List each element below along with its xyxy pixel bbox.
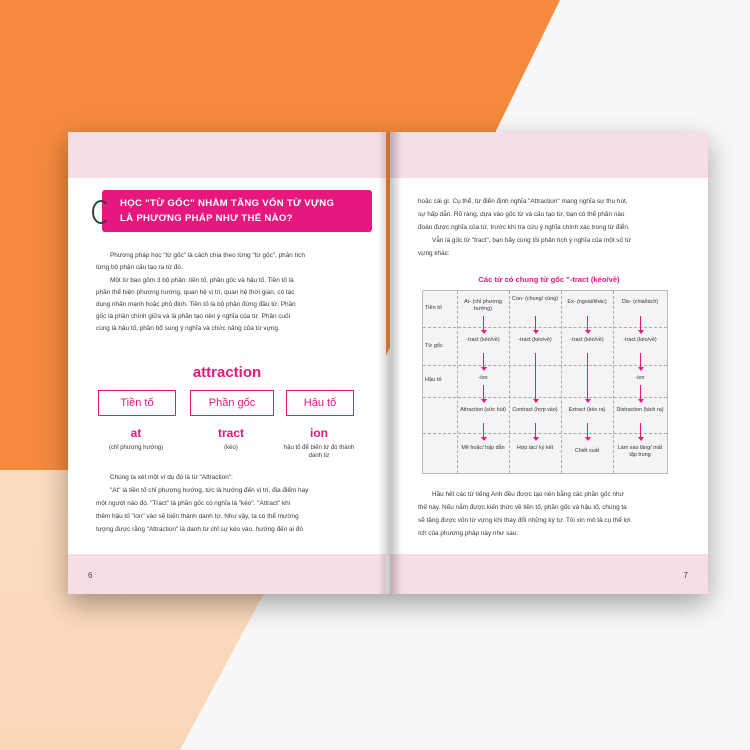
table-cell: Attraction (sức hút) (460, 407, 506, 413)
intro-line-6: gốc là phần chính giữa và là phần tạo nên ý nghĩa của từ. Phần cuối (96, 313, 291, 320)
table-divider (423, 327, 667, 328)
intro-line-4: phần thể hiện phương hướng, quan hệ vị trí, quan hệ thời gian, có tác (96, 289, 295, 296)
top-band (68, 132, 386, 178)
page-number-left: 6 (88, 571, 93, 580)
right-line-4: Vẫn là gốc từ "tract", bạn hãy cùng tôi phân tích ý nghĩa của một số từ (432, 237, 631, 244)
root-value: tract (217, 426, 244, 440)
down-arrow-icon (587, 316, 588, 330)
table-divider (423, 397, 667, 398)
down-arrow-icon (640, 316, 641, 330)
table-cell: Làm sao lãng/ mất tập trung (617, 445, 663, 458)
example-line-2: "At" là tiền tố chỉ phương hướng, tức là hướng đến vị trí, địa điểm hay (110, 487, 309, 494)
row-label-root: Từ gốc (425, 343, 443, 349)
right-line-5: vựng khác: (418, 250, 450, 257)
row-label-prefix: Tiền tố (425, 305, 442, 311)
table-divider (509, 291, 510, 473)
example-line-1: Chúng ta xét một ví dụ đó là từ "Attraction": (110, 474, 233, 481)
section-banner (102, 190, 372, 232)
suffix-box: Hậu tố (286, 390, 354, 416)
example-word: attraction (192, 364, 262, 381)
table-cell: Hợp tác/ ký kết (516, 445, 554, 451)
table-title: Các từ có chung từ gốc "-tract (kéo/về) (478, 275, 620, 284)
page-number-right: 7 (683, 571, 688, 580)
table-cell: -ion (478, 375, 488, 381)
right-page (390, 132, 708, 594)
suffix-value: ion (310, 426, 328, 440)
right-line-2: sự hấp dẫn. Rõ ràng, dựa vào gốc từ và cấu tạo từ, bạn có thể phần nào (418, 211, 625, 218)
example-line-4: thêm hậu tố "ion" vào sẽ biến thành danh từ. Như vậy, ta có thể mường (96, 513, 299, 520)
right-bottom-line-2: thế này. Nếu nắm được kiến thức về tiền tố, phần gốc và hậu tố, chúng ta (418, 504, 627, 511)
right-bottom-line-1: Hầu hết các từ tiếng Anh đều được tạo nên bằng các phần gốc như (432, 491, 624, 498)
down-arrow-icon (535, 353, 536, 399)
down-arrow-icon (483, 353, 484, 367)
example-line-3: một người nào đó. "Tract" là phần gốc có nghĩa là "kéo". "Attract" khi (96, 500, 291, 507)
prefix-box: Tiền tố (98, 390, 176, 416)
left-page (68, 132, 386, 594)
down-arrow-icon (640, 353, 641, 367)
tag-ring-icon (92, 200, 110, 224)
down-arrow-icon (483, 316, 484, 330)
table-divider (561, 291, 562, 473)
table-divider (613, 291, 614, 473)
table-cell: -tract (kéo/về) (466, 337, 500, 343)
down-arrow-icon (535, 316, 536, 330)
intro-line-3: Một từ bao gồm 3 bộ phận: tiền tố, phần gốc và hậu tố. Tiền tố là (110, 277, 294, 284)
table-cell: Contract (hợp vào) (512, 407, 558, 413)
down-arrow-icon (483, 385, 484, 399)
table-cell: Con- (chung/ cùng) (511, 296, 559, 302)
intro-line-7: cùng là hậu tố, phần bổ sung ý nghĩa và chức năng của từ vựng. (96, 325, 280, 332)
root-note: (kéo) (224, 445, 238, 451)
table-cell: -tract (kéo/về) (570, 337, 604, 343)
root-box: Phần gốc (190, 390, 274, 416)
table-cell: -tract (kéo/về) (518, 337, 552, 343)
bottom-band-right (390, 554, 708, 594)
table-cell: -ion (635, 375, 645, 381)
right-line-3: đoán được nghĩa của từ, trước khi tra cứu ý nghĩa chính xác trong từ điển. (418, 224, 630, 231)
prefix-note: (chỉ phương hướng) (108, 445, 164, 451)
down-arrow-icon (483, 423, 484, 437)
row-label-suffix: Hậu tố (425, 377, 442, 383)
table-cell: Mê hoặc/ hấp dẫn (461, 445, 505, 451)
down-arrow-icon (587, 353, 588, 399)
down-arrow-icon (640, 385, 641, 399)
table-cell: At- (chỉ phương hướng) (464, 299, 502, 312)
table-cell: Distraction (tách ra) (616, 407, 664, 413)
open-book (68, 132, 708, 594)
banner-title: HỌC "TỪ GỐC" NHẰM TĂNG VỐN TỪ VỰNG LÀ PHƯƠNG PHÁP NHƯ THẾ NÀO? (120, 198, 335, 224)
root-word-table (422, 290, 668, 474)
table-cell: Dis- (chia/tách) (621, 299, 659, 305)
table-cell: Chiết xuất (574, 448, 600, 454)
book-gutter (378, 132, 402, 594)
intro-line-1: Phương pháp học "từ gốc" là cách chia theo từng "từ gốc", phân tích (110, 252, 305, 259)
table-divider (423, 365, 667, 366)
table-divider (457, 291, 458, 473)
example-line-5: tượng được rằng "Attraction" là danh từ chỉ sự kéo vào, hướng đến ai đó (96, 526, 303, 533)
intro-line-2: từng bộ phận cấu tạo ra từ đó. (96, 264, 183, 271)
down-arrow-icon (587, 423, 588, 437)
right-bottom-line-4: ích của phương pháp này như sau: (418, 530, 519, 537)
suffix-note: hậu tố để biến từ đó thành danh từ (283, 445, 355, 459)
down-arrow-icon (640, 423, 641, 437)
table-cell: -tract (kéo/về) (623, 337, 657, 343)
right-bottom-line-3: sẽ tăng được vốn từ vựng khi thay đổi những ký tự. Tôi xin mô tả cụ thể lợi (418, 517, 631, 524)
table-cell: Extract (kéo ra) (568, 407, 606, 413)
table-divider (423, 433, 667, 434)
prefix-value: at (130, 426, 142, 440)
bottom-band (68, 554, 386, 594)
down-arrow-icon (535, 423, 536, 437)
table-cell: Ex- (ngoài/khác) (567, 299, 607, 305)
intro-line-5: dụng nhấn mạnh hoặc phủ định. Tiền tố là bộ phận đứng đầu từ. Phần (96, 301, 296, 308)
top-band-right (390, 132, 708, 178)
right-line-1: hoặc cái gì. Cụ thể, từ điển định nghĩa "Attraction" mang nghĩa sự thu hút, (418, 198, 628, 205)
